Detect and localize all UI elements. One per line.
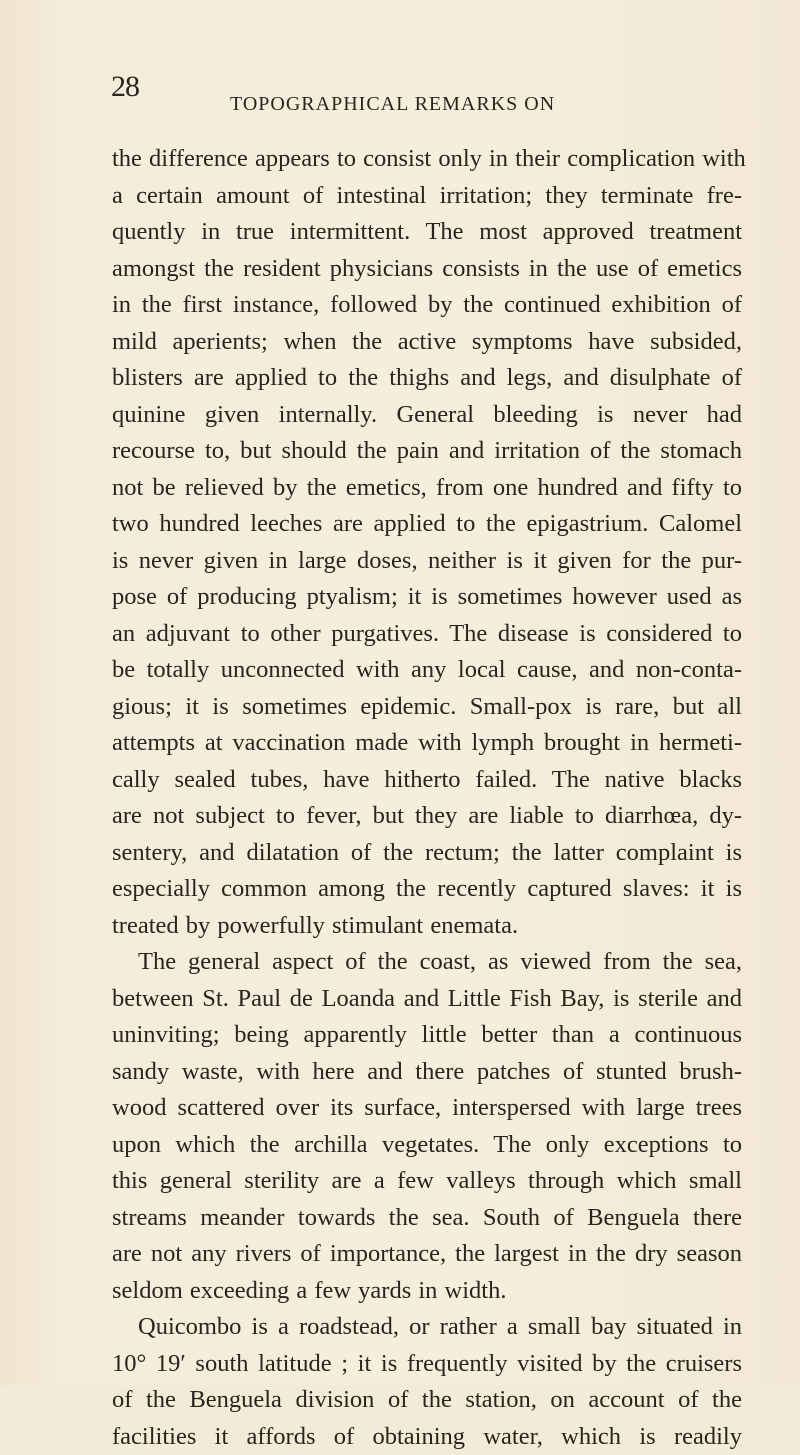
text-line: in the first instance, followed by the continued exhibition of (112, 287, 742, 324)
text-line: are not any rivers of importance, the largest in the dry season (112, 1236, 742, 1273)
text-line: quinine given internally. General bleeding is never had (112, 397, 742, 434)
text-line: treated by powerfully stimulant enemata. (112, 908, 742, 945)
text-line: sandy waste, with here and there patches of stunted brush- (112, 1054, 742, 1091)
text-line: attempts at vaccination made with lymph brought in hermeti- (112, 725, 742, 762)
text-line: gious; it is sometimes epidemic. Small-pox is rare, but all (112, 689, 742, 726)
text-line: two hundred leeches are applied to the epigastrium. Calomel (112, 506, 742, 543)
text-line: The general aspect of the coast, as viewed from the sea, (112, 944, 742, 981)
text-line: is never given in large doses, neither is it given for the pur- (112, 543, 742, 580)
text-line: upon which the archilla vegetates. The only exceptions to (112, 1127, 742, 1164)
text-line: facilities it affords of obtaining water, which is readily (112, 1419, 742, 1455)
paragraph-3 (112, 1309, 742, 1455)
text-line: pose of producing ptyalism; it is sometimes however used as (112, 579, 742, 616)
paragraph-2 (112, 944, 742, 1309)
text-line: between St. Paul de Loanda and Little Fish Bay, is sterile and (112, 981, 742, 1018)
text-line: amongst the resident physicians consists in the use of emetics (112, 251, 742, 288)
text-line: a certain amount of intestinal irritation; they terminate fre- (112, 178, 742, 215)
body-text (112, 141, 742, 1455)
text-line: 10° 19′ south latitude ; it is frequently visited by the cruisers (112, 1346, 742, 1383)
running-head: TOPOGRAPHICAL REMARKS ON (230, 94, 555, 114)
text-line: mild aperients; when the active symptoms have subsided, (112, 324, 742, 361)
text-line: uninviting; being apparently little better than a continuous (112, 1017, 742, 1054)
text-line: wood scattered over its surface, interspersed with large trees (112, 1090, 742, 1127)
text-line: especially common among the recently captured slaves: it is (112, 871, 742, 908)
text-line: recourse to, but should the pain and irritation of the stomach (112, 433, 742, 470)
text-line: this general sterility are a few valleys through which small (112, 1163, 742, 1200)
text-line: quently in true intermittent. The most approved treatment (112, 214, 742, 251)
text-line: sentery, and dilatation of the rectum; the latter complaint is (112, 835, 742, 872)
text-line: of the Benguela division of the station, on account of the (112, 1382, 742, 1419)
text-line: blisters are applied to the thighs and legs, and disulphate of (112, 360, 742, 397)
text-line: are not subject to fever, but they are liable to diarrhœa, dy- (112, 798, 742, 835)
text-line: be totally unconnected with any local cause, and non-conta- (112, 652, 742, 689)
text-line: cally sealed tubes, have hitherto failed. The native blacks (112, 762, 742, 799)
text-line: the difference appears to consist only in their complication with (112, 141, 742, 178)
text-line: an adjuvant to other purgatives. The disease is considered to (112, 616, 742, 653)
text-line: seldom exceeding a few yards in width. (112, 1273, 742, 1310)
paragraph-1 (112, 141, 742, 944)
text-line: streams meander towards the sea. South of Benguela there (112, 1200, 742, 1237)
page-number: 28 (111, 72, 139, 102)
text-line: not be relieved by the emetics, from one hundred and fifty to (112, 470, 742, 507)
text-line: Quicombo is a roadstead, or rather a small bay situated in (112, 1309, 742, 1346)
